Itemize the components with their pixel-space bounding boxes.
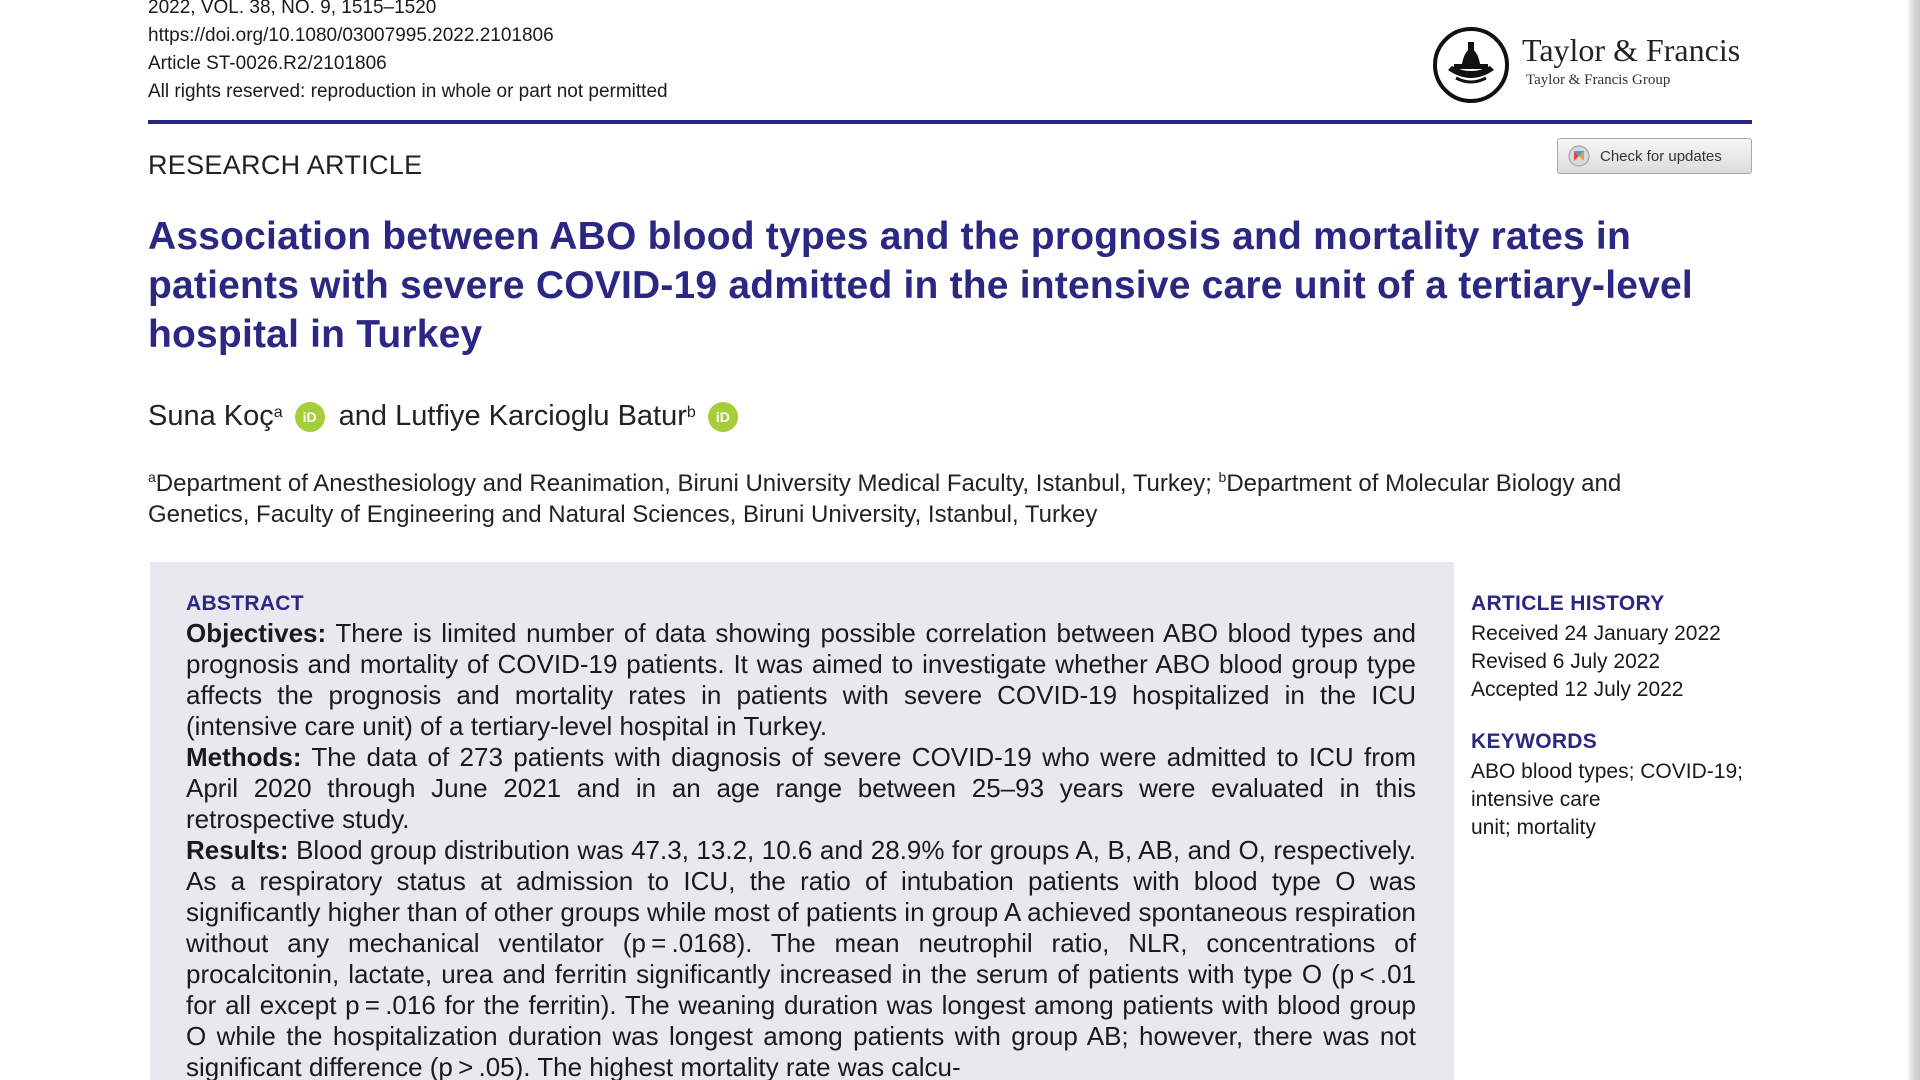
affiliations [148, 462, 1708, 530]
orcid-icon[interactable]: iD [708, 402, 738, 432]
keywords-line: unit; mortality [1471, 816, 1596, 839]
article-sidebar [1471, 592, 1761, 868]
article-id: Article ST-0026.R2/2101806 [148, 53, 387, 74]
header-rule [148, 120, 1752, 124]
journal-volume-line: 2022, VOL. 38, NO. 9, 1515–1520 [148, 0, 437, 18]
article-type-label: RESEARCH ARTICLE [148, 150, 423, 180]
history-accepted: Accepted 12 July 2022 [1471, 678, 1684, 701]
abstract-content [186, 592, 1416, 1080]
affiliation-marker: b [686, 403, 696, 421]
section-text: There is limited number of data showing possible correlation between ABO blood types and prognosis and mortality of COVID-19 patients. It was aimed to investigate whether ABO blood group type affects the prognosis and mortality rates in patients with severe COVID-19 hospitalized in the ICU (intensive care unit) of a tertiary-level hospital in Turkey. [186, 618, 1416, 741]
affiliation-marker: a [273, 403, 283, 421]
author-name[interactable]: Lutfiye Karcioglu Batur [395, 400, 687, 432]
section-text: The data of 273 patients with diagnosis of severe COVID-19 who were admitted to ICU from April 2020 through June 2021 and in an age range between 25–93 years were evaluated in this retrospective study. [186, 742, 1416, 834]
page-edge-shadow [1908, 0, 1920, 1080]
history-revised: Revised 6 July 2022 [1471, 650, 1661, 673]
affiliation-text: Department of Anesthesiology and Reanimation, Biruni University Medical Faculty, Istanbul, Turkey; [155, 470, 1219, 497]
keywords [1471, 730, 1761, 842]
author-list [148, 400, 752, 433]
doi-link[interactable]: https://doi.org/10.1080/03007995.2022.2101806 [148, 25, 554, 46]
affiliation-marker: b [1218, 469, 1227, 485]
lamp-emblem-icon [1432, 26, 1510, 104]
check-for-updates-label: Check for updates [1600, 147, 1722, 165]
check-for-updates-button[interactable] [1557, 138, 1752, 174]
section-label: Methods: [186, 742, 302, 772]
section-text: Blood group distribution was 47.3, 13.2, 10.6 and 28.9% for groups A, B, AB, and O, respectively. As a respiratory status at admission to ICU, the ratio of intubation patients with blood type O was significantly higher than of other groups while most of patients in group A achieved spontaneous respiration without any mechanical ventilator (p = .0168). The mean neutrophil ratio, NLR, concentrations of procalcitonin, lactate, urea and ferritin significantly increased in the serum of patients with type O (p < .01 for all except p = .016 for the ferritin). The weaning duration was longest among patients with blood group O while the hospitalization duration was longest among patients with group AB; however, there was not significant difference (p > .05). The highest mortality rate was calcu- [186, 835, 1416, 1080]
keywords-line: intensive care [1471, 788, 1601, 811]
abstract-heading: ABSTRACT [186, 592, 304, 615]
section-label: Objectives: [186, 618, 327, 648]
abstract-panel [150, 562, 1454, 1080]
affiliation-marker: a [148, 469, 156, 485]
journal-metadata [148, 0, 668, 106]
rights-notice: All rights reserved: reproduction in whole or part not permitted [148, 81, 668, 102]
keywords-line: ABO blood types; COVID-19; [1471, 760, 1743, 783]
section-label: Results: [186, 835, 289, 865]
article-history [1471, 592, 1761, 704]
keywords-heading: KEYWORDS [1471, 730, 1598, 753]
history-received: Received 24 January 2022 [1471, 622, 1721, 645]
publisher-name: Taylor & Francis [1522, 32, 1741, 68]
article-history-heading: ARTICLE HISTORY [1471, 592, 1665, 615]
publisher-group: Taylor & Francis Group [1526, 72, 1671, 88]
abstract-methods [186, 742, 1416, 835]
author-joiner: and [338, 400, 388, 432]
orcid-icon[interactable]: iD [295, 402, 325, 432]
publisher-logo[interactable] [1432, 26, 1762, 106]
affiliation-text: Department of Molecular Biology and Genetics, Faculty of Engineering and Natural Sciences, Biruni University, Istanbul, Turkey [148, 470, 1622, 528]
author-name[interactable]: Suna Koç [148, 400, 274, 432]
article-title: Association between ABO blood types and the prognosis and mortality rates in patients with severe COVID-19 admitted in the intensive care unit of a tertiary-level hospital in Turkey [148, 215, 1693, 356]
abstract-results [186, 835, 1416, 1080]
abstract-objectives [186, 618, 1416, 742]
crossmark-icon [1568, 145, 1590, 167]
